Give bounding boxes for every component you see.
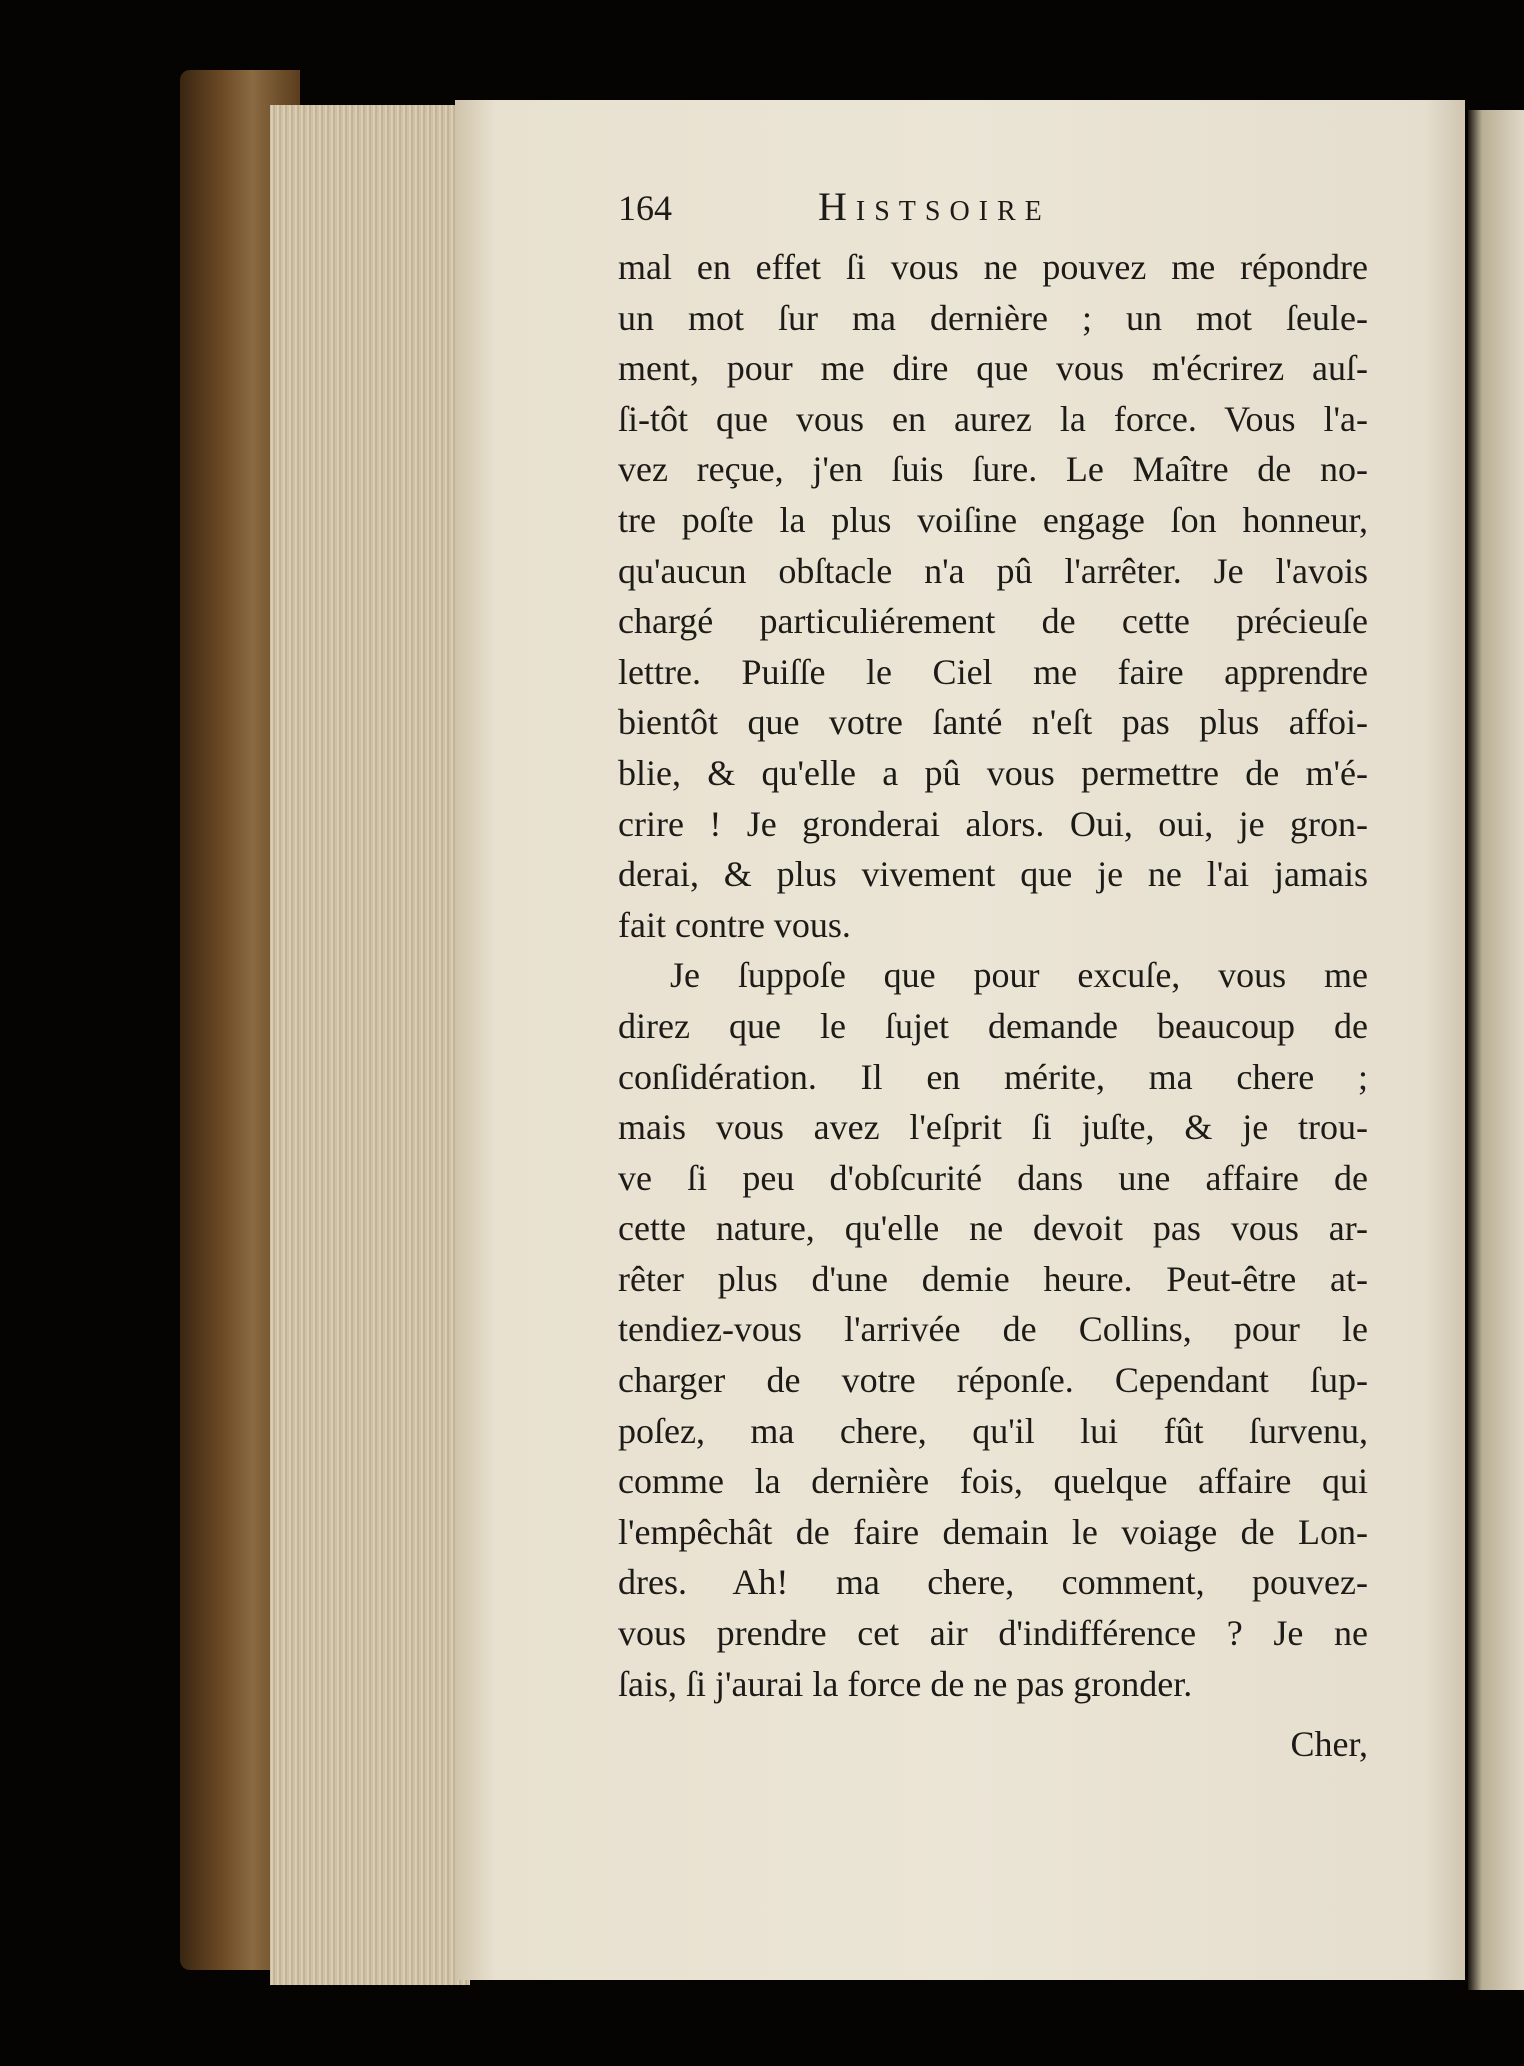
text-line: mal en effet ſi vous ne pouvez me répondre <box>618 247 1368 287</box>
text-line: ſi-tôt que vous en aurez la force. Vous l'a- <box>618 398 1368 439</box>
text-line: blie, & qu'elle a pû vous permettre de m'é- <box>618 752 1368 793</box>
text-line: conſidération. Il en mérite, ma chere ; <box>618 1056 1368 1097</box>
text-line: Je ſuppoſe que pour excuſe, vous me <box>670 955 1368 996</box>
text-line: tre poſte la plus voiſine engage ſon honneur, <box>618 499 1368 540</box>
page-header <box>618 182 1368 240</box>
text-line: cette nature, qu'elle ne devoit pas vous ar- <box>618 1208 1368 1249</box>
page-edges <box>270 105 470 1985</box>
text-line: fait contre vous. <box>618 904 851 945</box>
text-line: ve ſi peu d'obſcurité dans une affaire de <box>618 1157 1368 1198</box>
text-line: ſais, ſi j'aurai la force de ne pas gronder. <box>618 1663 1193 1704</box>
text-line: ment, pour me dire que vous m'écrirez auſ- <box>618 348 1368 389</box>
text-line: charger de votre réponſe. Cependant ſup- <box>618 1360 1368 1401</box>
text-line: chargé particuliérement de cette précieuſe <box>618 601 1368 642</box>
text-line: tendiez-vous l'arrivée de Collins, pour le <box>618 1309 1368 1350</box>
text-line: rêter plus d'une demie heure. Peut-être at- <box>618 1258 1368 1299</box>
text-line: vez reçue, j'en ſuis ſure. Le Maître de no- <box>618 449 1368 490</box>
text-line: derai, & plus vivement que je ne l'ai jamais <box>618 854 1368 895</box>
page-text <box>618 182 1368 1770</box>
page-number: 164 <box>618 188 672 228</box>
text-line: un mot ſur ma dernière ; un mot ſeule- <box>618 297 1368 338</box>
text-line: lettre. Puiſſe le Ciel me faire apprendre <box>618 651 1368 692</box>
facing-page-edge <box>1468 110 1524 1990</box>
text-line: dres. Ah! ma chere, comment, pouvez- <box>618 1562 1368 1603</box>
running-title: Histsoire <box>818 184 1051 229</box>
text-line: comme la dernière fois, quelque affaire qui <box>618 1461 1368 1502</box>
text-line: crire ! Je gronderai alors. Oui, oui, je gron- <box>618 803 1368 844</box>
paragraph-2 <box>618 950 1368 1709</box>
text-line: l'empêchât de faire demain le voiage de Lon- <box>618 1511 1368 1552</box>
text-line: qu'aucun obſtacle n'a pû l'arrêter. Je l'avois <box>618 550 1368 591</box>
text-line: direz que le ſujet demande beaucoup de <box>618 1005 1368 1046</box>
text-line: poſez, ma chere, qu'il lui fût ſurvenu, <box>618 1410 1368 1451</box>
paragraph-1 <box>618 242 1368 950</box>
text-line: bientôt que votre ſanté n'eſt pas plus affoi- <box>618 702 1368 743</box>
catchword: Cher, <box>1290 1724 1368 1765</box>
text-line: mais vous avez l'eſprit ſi juſte, & je trou- <box>618 1107 1368 1148</box>
text-line: vous prendre cet air d'indifférence ? Je ne <box>618 1613 1368 1654</box>
